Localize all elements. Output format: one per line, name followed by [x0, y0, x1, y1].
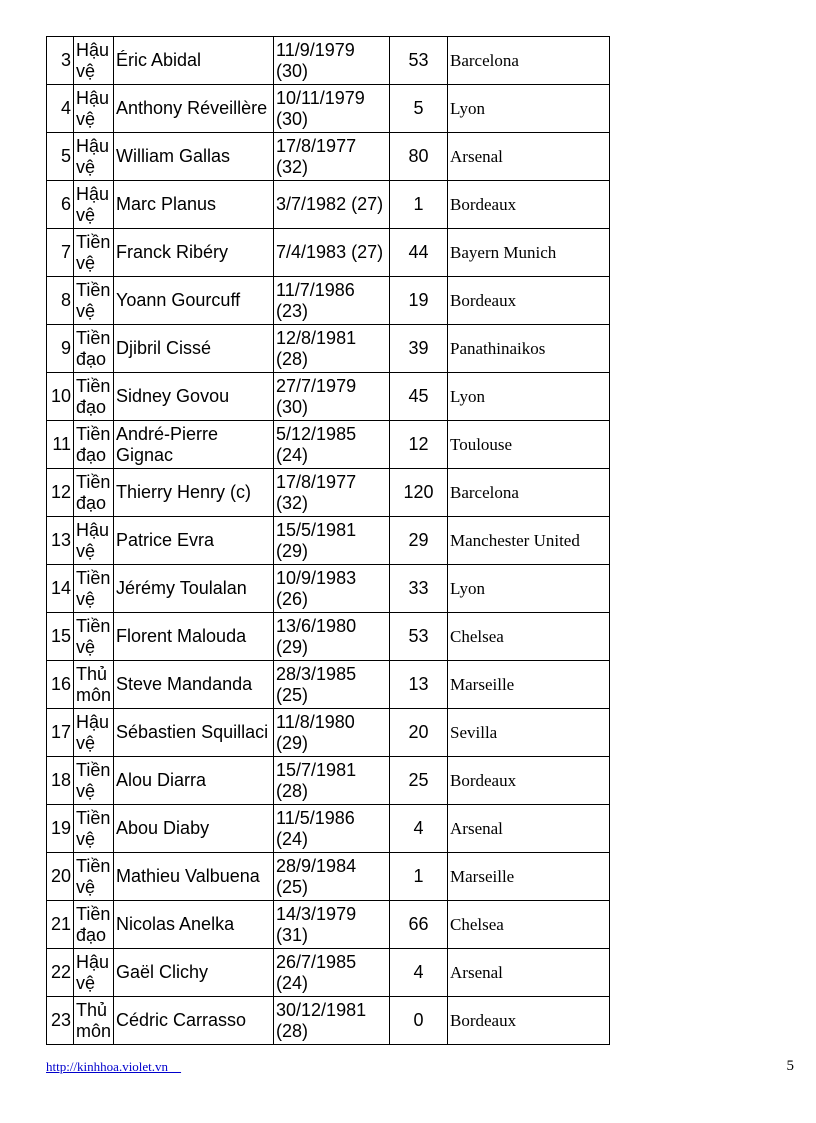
player-position: Tiền vệ	[74, 613, 114, 661]
player-caps: 20	[390, 709, 448, 757]
player-club: Bordeaux	[448, 757, 610, 805]
player-club: Chelsea	[448, 901, 610, 949]
player-birthdate: 5/12/1985 (24)	[274, 421, 390, 469]
player-birthdate: 7/4/1983 (27)	[274, 229, 390, 277]
player-birthdate: 13/6/1980 (29)	[274, 613, 390, 661]
table-row	[47, 901, 610, 949]
table-row	[47, 373, 610, 421]
player-club: Lyon	[448, 373, 610, 421]
player-name: Franck Ribéry	[114, 229, 274, 277]
player-position: Hậu vệ	[74, 709, 114, 757]
player-birthdate: 14/3/1979 (31)	[274, 901, 390, 949]
player-caps: 4	[390, 805, 448, 853]
player-number: 6	[47, 181, 74, 229]
player-club: Bordeaux	[448, 181, 610, 229]
player-birthdate: 10/11/1979 (30)	[274, 85, 390, 133]
player-name: Jérémy Toulalan	[114, 565, 274, 613]
player-club: Barcelona	[448, 37, 610, 85]
player-name: Éric Abidal	[114, 37, 274, 85]
player-club: Arsenal	[448, 949, 610, 997]
player-name: Alou Diarra	[114, 757, 274, 805]
player-birthdate: 11/7/1986 (23)	[274, 277, 390, 325]
player-caps: 53	[390, 613, 448, 661]
player-birthdate: 11/9/1979 (30)	[274, 37, 390, 85]
player-birthdate: 17/8/1977 (32)	[274, 469, 390, 517]
player-position: Tiền đạo	[74, 373, 114, 421]
player-birthdate: 11/8/1980 (29)	[274, 709, 390, 757]
player-number: 23	[47, 997, 74, 1045]
table-row	[47, 181, 610, 229]
player-number: 18	[47, 757, 74, 805]
player-birthdate: 28/9/1984 (25)	[274, 853, 390, 901]
player-name: Cédric Carrasso	[114, 997, 274, 1045]
player-club: Lyon	[448, 85, 610, 133]
player-position: Hậu vệ	[74, 37, 114, 85]
table-row	[47, 277, 610, 325]
player-name: Djibril Cissé	[114, 325, 274, 373]
player-club: Bordeaux	[448, 997, 610, 1045]
player-number: 16	[47, 661, 74, 709]
player-caps: 53	[390, 37, 448, 85]
player-caps: 44	[390, 229, 448, 277]
player-birthdate: 30/12/1981 (28)	[274, 997, 390, 1045]
player-position: Hậu vệ	[74, 133, 114, 181]
player-number: 13	[47, 517, 74, 565]
player-name: Yoann Gourcuff	[114, 277, 274, 325]
player-birthdate: 15/7/1981 (28)	[274, 757, 390, 805]
footer-link[interactable]: http://kinhhoa.violet.vn	[46, 1059, 182, 1074]
table-row	[47, 997, 610, 1045]
player-position: Tiền vệ	[74, 805, 114, 853]
page-number: 5	[786, 1058, 794, 1074]
player-position: Hậu vệ	[74, 85, 114, 133]
player-name: André-Pierre Gignac	[114, 421, 274, 469]
table-row	[47, 613, 610, 661]
player-name: Steve Mandanda	[114, 661, 274, 709]
player-club: Toulouse	[448, 421, 610, 469]
player-name: William Gallas	[114, 133, 274, 181]
table-row	[47, 565, 610, 613]
player-number: 17	[47, 709, 74, 757]
player-club: Barcelona	[448, 469, 610, 517]
player-number: 19	[47, 805, 74, 853]
table-row	[47, 37, 610, 85]
player-number: 12	[47, 469, 74, 517]
player-caps: 29	[390, 517, 448, 565]
table-row	[47, 949, 610, 997]
player-position: Tiền đạo	[74, 469, 114, 517]
player-name: Sébastien Squillaci	[114, 709, 274, 757]
table-row	[47, 757, 610, 805]
player-position: Tiền đạo	[74, 421, 114, 469]
player-club: Panathinaikos	[448, 325, 610, 373]
player-caps: 39	[390, 325, 448, 373]
player-birthdate: 15/5/1981 (29)	[274, 517, 390, 565]
player-position: Tiền vệ	[74, 757, 114, 805]
player-number: 20	[47, 853, 74, 901]
player-name: Abou Diaby	[114, 805, 274, 853]
player-number: 3	[47, 37, 74, 85]
player-number: 10	[47, 373, 74, 421]
player-caps: 19	[390, 277, 448, 325]
player-name: Gaël Clichy	[114, 949, 274, 997]
player-club: Chelsea	[448, 613, 610, 661]
player-position: Tiền vệ	[74, 853, 114, 901]
table-row	[47, 469, 610, 517]
squad-table-body	[47, 37, 610, 1045]
player-number: 22	[47, 949, 74, 997]
player-name: Marc Planus	[114, 181, 274, 229]
player-club: Marseille	[448, 853, 610, 901]
player-birthdate: 12/8/1981 (28)	[274, 325, 390, 373]
player-number: 9	[47, 325, 74, 373]
player-name: Patrice Evra	[114, 517, 274, 565]
player-caps: 5	[390, 85, 448, 133]
player-number: 21	[47, 901, 74, 949]
table-row	[47, 133, 610, 181]
player-name: Mathieu Valbuena	[114, 853, 274, 901]
player-number: 5	[47, 133, 74, 181]
table-row	[47, 517, 610, 565]
player-name: Nicolas Anelka	[114, 901, 274, 949]
player-club: Arsenal	[448, 133, 610, 181]
player-club: Marseille	[448, 661, 610, 709]
player-caps: 13	[390, 661, 448, 709]
player-number: 11	[47, 421, 74, 469]
player-name: Florent Malouda	[114, 613, 274, 661]
player-birthdate: 10/9/1983 (26)	[274, 565, 390, 613]
player-number: 8	[47, 277, 74, 325]
table-row	[47, 853, 610, 901]
player-birthdate: 27/7/1979 (30)	[274, 373, 390, 421]
player-position: Hậu vệ	[74, 181, 114, 229]
player-club: Bayern Munich	[448, 229, 610, 277]
player-position: Thủ môn	[74, 661, 114, 709]
table-row	[47, 325, 610, 373]
player-number: 15	[47, 613, 74, 661]
player-number: 14	[47, 565, 74, 613]
player-caps: 0	[390, 997, 448, 1045]
player-position: Tiền vệ	[74, 277, 114, 325]
player-position: Thủ môn	[74, 997, 114, 1045]
table-row	[47, 805, 610, 853]
player-caps: 25	[390, 757, 448, 805]
player-position: Tiền vệ	[74, 565, 114, 613]
table-row	[47, 85, 610, 133]
player-birthdate: 11/5/1986 (24)	[274, 805, 390, 853]
squad-table	[46, 36, 610, 1045]
player-birthdate: 17/8/1977 (32)	[274, 133, 390, 181]
player-position: Hậu vệ	[74, 949, 114, 997]
player-position: Tiền đạo	[74, 325, 114, 373]
player-number: 7	[47, 229, 74, 277]
player-position: Hậu vệ	[74, 517, 114, 565]
player-caps: 33	[390, 565, 448, 613]
player-birthdate: 28/3/1985 (25)	[274, 661, 390, 709]
table-row	[47, 421, 610, 469]
player-caps: 12	[390, 421, 448, 469]
player-caps: 120	[390, 469, 448, 517]
player-club: Lyon	[448, 565, 610, 613]
player-number: 4	[47, 85, 74, 133]
player-club: Manchester United	[448, 517, 610, 565]
table-row	[47, 229, 610, 277]
table-row	[47, 661, 610, 709]
player-name: Thierry Henry (c)	[114, 469, 274, 517]
player-birthdate: 3/7/1982 (27)	[274, 181, 390, 229]
player-caps: 80	[390, 133, 448, 181]
player-birthdate: 26/7/1985 (24)	[274, 949, 390, 997]
player-club: Sevilla	[448, 709, 610, 757]
table-row	[47, 709, 610, 757]
player-caps: 4	[390, 949, 448, 997]
player-club: Arsenal	[448, 805, 610, 853]
player-position: Tiền đạo	[74, 901, 114, 949]
player-name: Anthony Réveillère	[114, 85, 274, 133]
player-caps: 1	[390, 853, 448, 901]
player-position: Tiền vệ	[74, 229, 114, 277]
player-club: Bordeaux	[448, 277, 610, 325]
player-name: Sidney Govou	[114, 373, 274, 421]
player-caps: 66	[390, 901, 448, 949]
player-caps: 1	[390, 181, 448, 229]
player-caps: 45	[390, 373, 448, 421]
